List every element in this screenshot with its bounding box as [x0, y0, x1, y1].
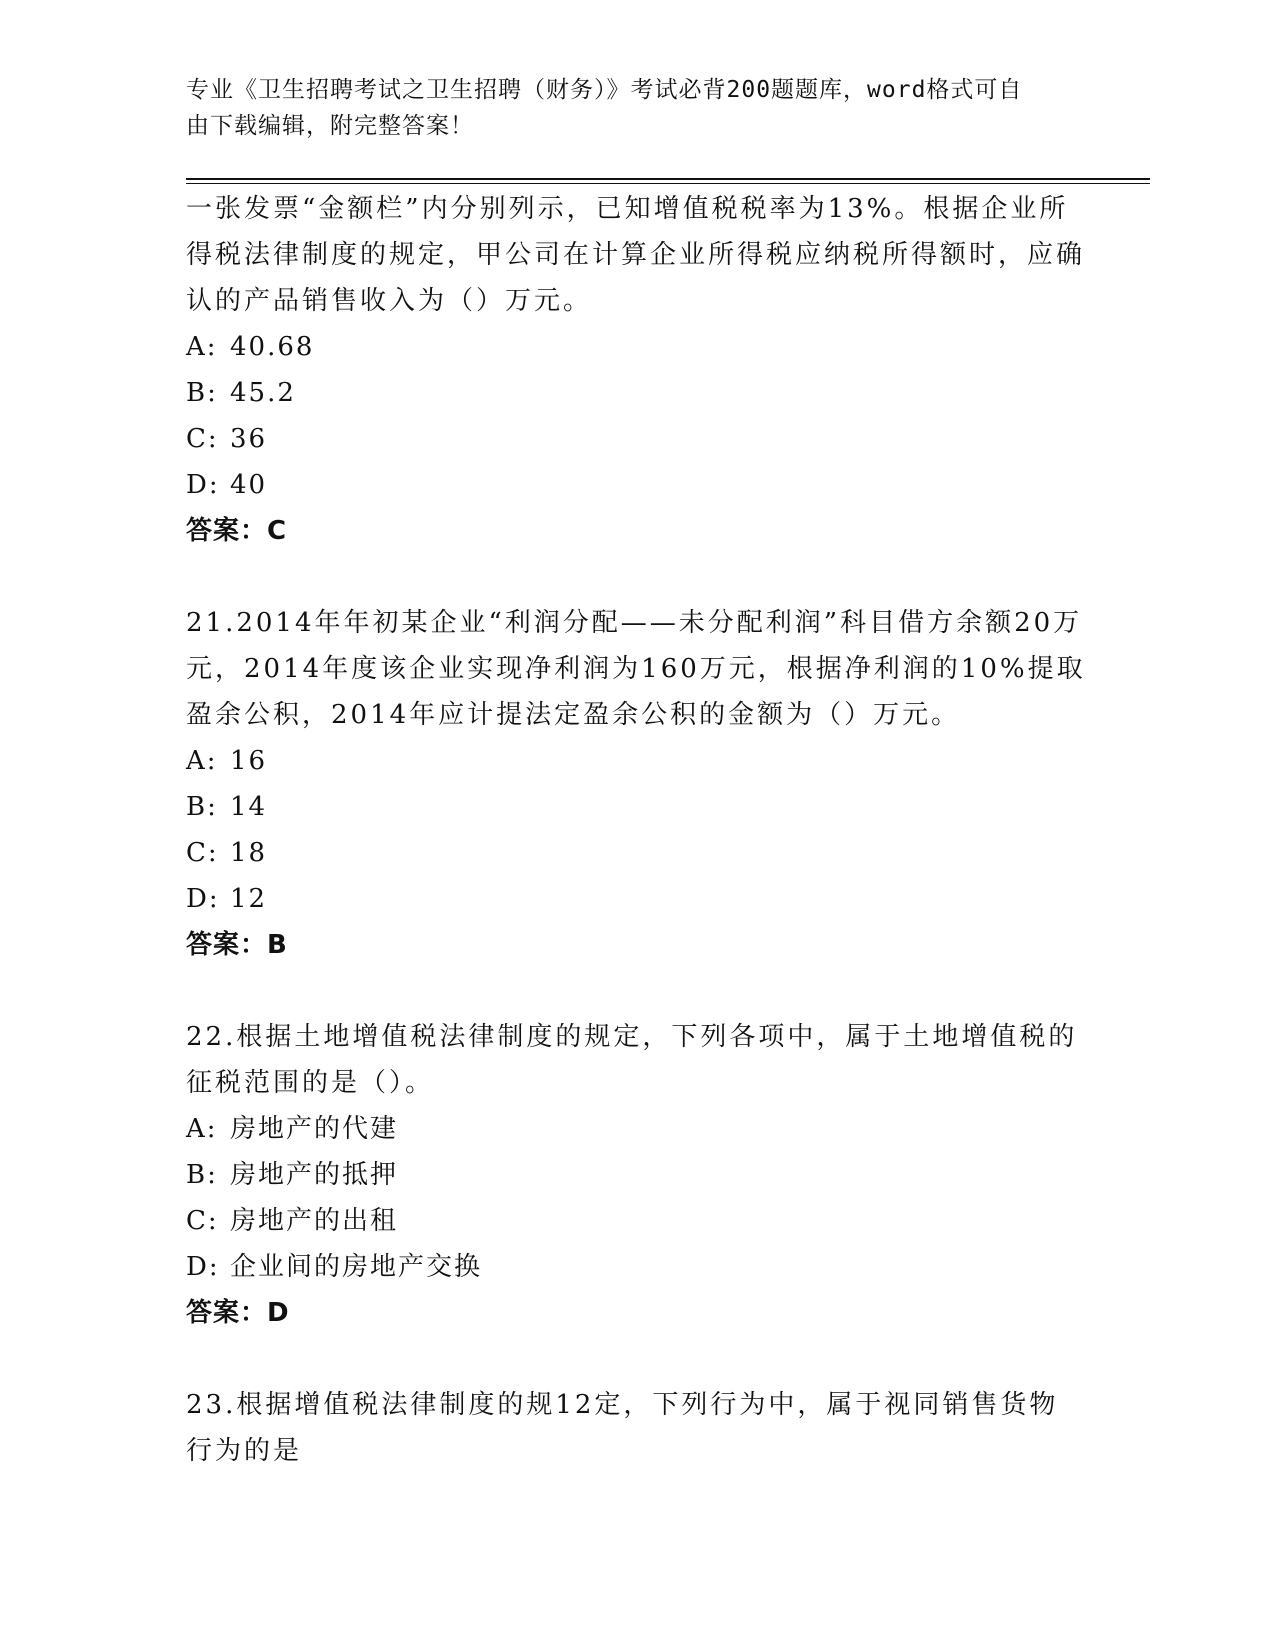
option-b — [186, 1152, 1086, 1198]
option-b — [186, 370, 1086, 416]
option-label: D: — [186, 1252, 220, 1282]
question-23 — [186, 1382, 1086, 1474]
header-line-2: 由下载编辑，附完整答案！ — [186, 113, 474, 139]
spacer — [186, 554, 1086, 600]
spacer — [186, 1336, 1086, 1382]
option-label: B: — [186, 1160, 218, 1190]
question-22 — [186, 1014, 1086, 1336]
option-label: A: — [186, 746, 218, 776]
option-label: A: — [186, 332, 218, 362]
option-value: 房地产的抵押 — [230, 1160, 399, 1190]
option-c — [186, 416, 1086, 462]
option-value: 40.68 — [230, 332, 315, 362]
option-value: 40 — [230, 470, 268, 500]
option-label: C: — [186, 838, 219, 868]
option-c — [186, 1198, 1086, 1244]
option-d — [186, 876, 1086, 922]
header-divider-thick — [186, 178, 1150, 180]
spacer — [186, 968, 1086, 1014]
option-value: 企业间的房地产交换 — [230, 1252, 483, 1282]
option-b — [186, 784, 1086, 830]
option-d — [186, 1244, 1086, 1290]
question-text: 23.根据增值税法律制度的规12定，下列行为中，属于视同销售货物行为的是 — [186, 1390, 1059, 1466]
option-value: 房地产的出租 — [230, 1206, 399, 1236]
option-a — [186, 738, 1086, 784]
option-value: 36 — [230, 424, 268, 454]
option-c — [186, 830, 1086, 876]
question-text: 21.2014年年初某企业“利润分配——未分配利润”科目借方余额20万元，2014年度该企业实现净利润为160万元，根据净利润的10%提取盈余公积，2014年应计提法定盈余公积的金额为（）万元。 — [186, 608, 1086, 730]
option-label: D: — [186, 884, 220, 914]
option-value: 房地产的代建 — [230, 1114, 399, 1144]
option-a — [186, 1106, 1086, 1152]
option-label: A: — [186, 1114, 218, 1144]
question-21 — [186, 600, 1086, 968]
option-value: 14 — [230, 792, 268, 822]
question-list — [186, 186, 1086, 1474]
answer: 答案：D — [186, 1298, 290, 1328]
option-a — [186, 324, 1086, 370]
question-text: 22.根据土地增值税法律制度的规定，下列各项中，属于土地增值税的征税范围的是（）。 — [186, 1022, 1078, 1098]
option-label: B: — [186, 792, 218, 822]
header-divider-thin — [186, 183, 1150, 184]
option-value: 45.2 — [230, 378, 296, 408]
answer: 答案：B — [186, 930, 288, 960]
option-value: 12 — [230, 884, 268, 914]
option-label: D: — [186, 470, 220, 500]
question-text: 一张发票“金额栏”内分别列示，已知增值税税率为13%。根据企业所得税法律制度的规定，甲公司在计算企业所得税应纳税所得额时，应确认的产品销售收入为（）万元。 — [186, 194, 1086, 316]
option-value: 18 — [230, 838, 268, 868]
option-value: 16 — [230, 746, 268, 776]
option-label: C: — [186, 424, 219, 454]
question-20 — [186, 186, 1086, 554]
option-label: C: — [186, 1206, 219, 1236]
document-header — [186, 72, 1066, 144]
option-d — [186, 462, 1086, 508]
option-label: B: — [186, 378, 218, 408]
header-line-1: 专业《卫生招聘考试之卫生招聘（财务）》考试必背200题题库，word格式可自 — [186, 77, 1023, 103]
answer: 答案：C — [186, 516, 288, 546]
